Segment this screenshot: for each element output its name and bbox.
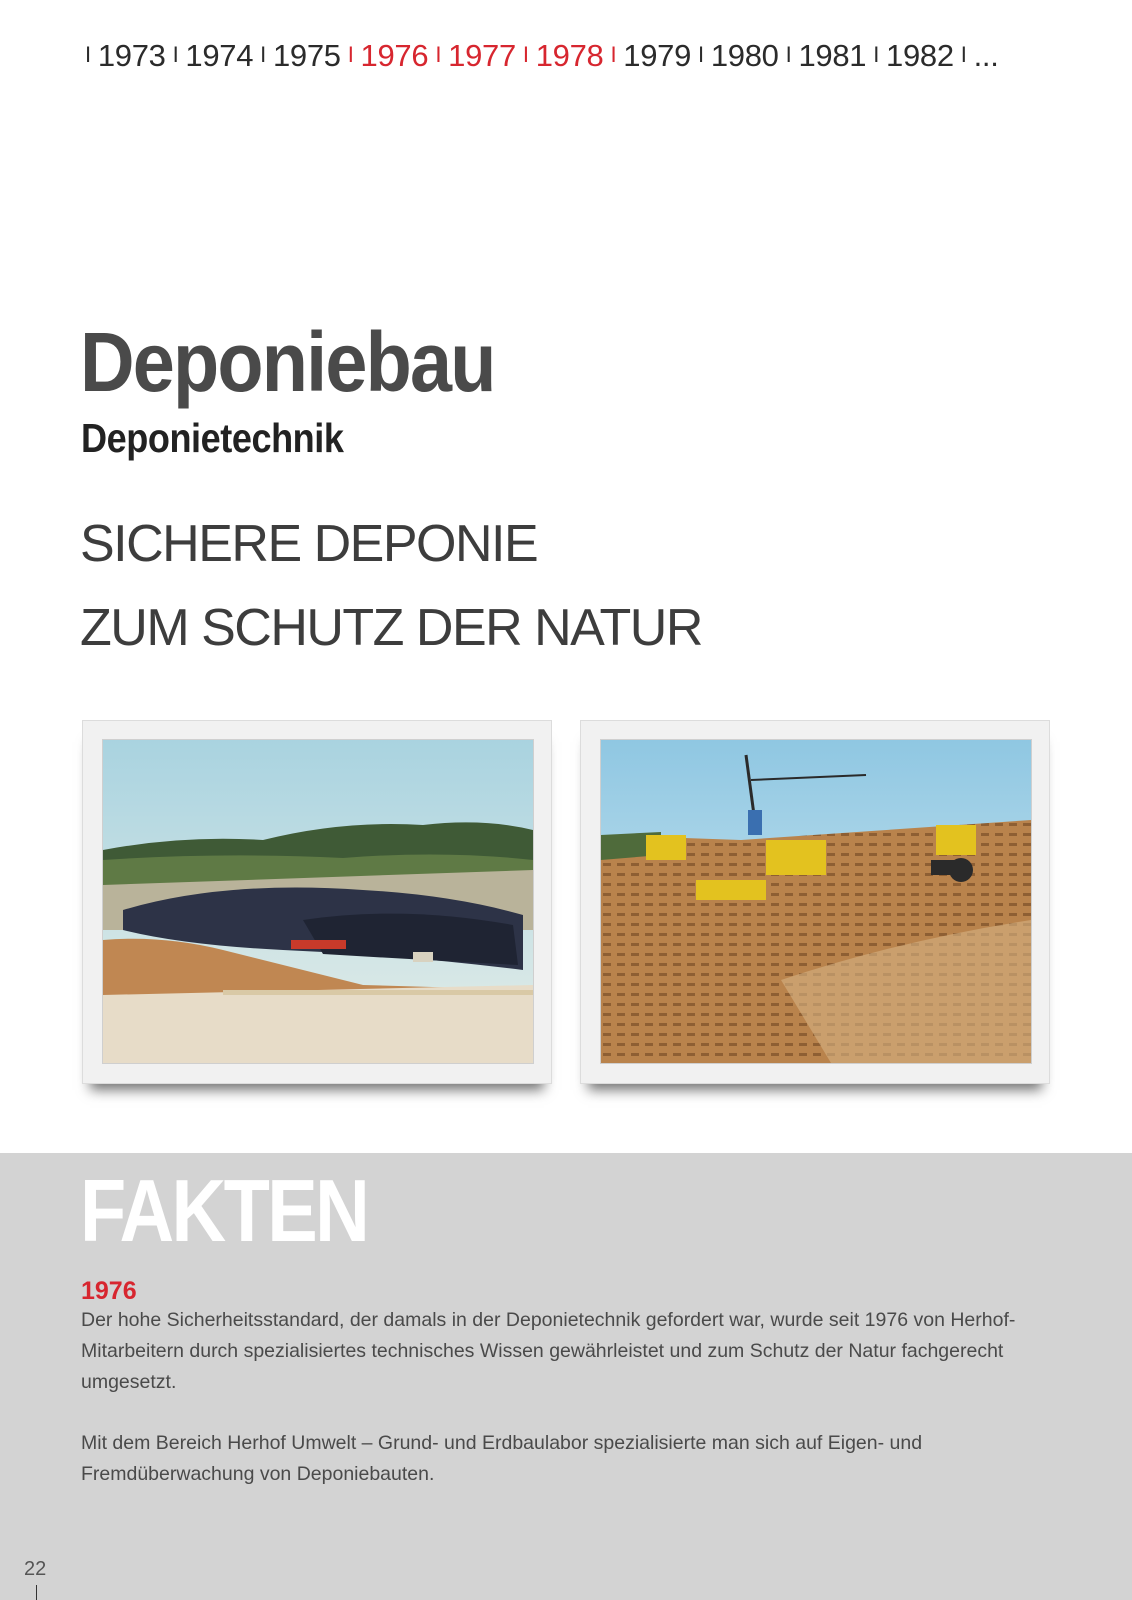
tagline-line-2: ZUM SCHUTZ DER NATUR <box>80 599 702 657</box>
timeline-separator: I <box>260 42 266 67</box>
timeline-separator: I <box>347 42 354 67</box>
timeline-year: 1982 <box>886 38 954 73</box>
page-title: Deponiebau <box>80 315 495 409</box>
construction-machines-photo <box>600 739 1032 1064</box>
timeline-year: 1979 <box>623 38 692 73</box>
timeline-year: 1978 <box>535 38 604 73</box>
timeline-year: ... <box>973 38 999 73</box>
page-tick-mark <box>36 1585 37 1600</box>
timeline-year: 1974 <box>185 38 254 73</box>
photo-frame-construction-machines <box>580 720 1050 1084</box>
timeline-separator: I <box>172 42 179 67</box>
timeline-year: 1973 <box>97 38 166 73</box>
landfill-overview-photo <box>102 739 534 1064</box>
page-subtitle: Deponietechnik <box>81 415 344 461</box>
tagline-line-1: SICHERE DEPONIE <box>80 515 538 573</box>
timeline-year: 1976 <box>360 38 429 73</box>
facts-heading: FAKTEN <box>80 1161 368 1260</box>
timeline-year: 1981 <box>798 38 867 73</box>
facts-year: 1976 <box>81 1277 137 1305</box>
timeline-separator: I <box>522 42 529 67</box>
page-number: 22 <box>24 1558 47 1580</box>
photo-frame-landfill-overview <box>82 720 552 1084</box>
timeline-separator: I <box>873 42 880 67</box>
facts-paragraph-2: Mit dem Bereich Herhof Umwelt – Grund- und Erdbaulabor spezialisierte man sich auf Eigen- und Fremdüberwachung von Deponiebauten. <box>81 1432 923 1485</box>
timeline-year: 1980 <box>710 38 779 73</box>
timeline-year: 1975 <box>272 38 341 73</box>
timeline-separator: I <box>435 42 442 67</box>
timeline-separator: I <box>960 42 967 67</box>
timeline-separator: I <box>785 42 792 67</box>
facts-section <box>0 1153 1132 1600</box>
timeline-separator: I <box>698 42 704 67</box>
timeline-separator: I <box>85 42 91 67</box>
year-timeline <box>78 38 999 74</box>
timeline-year: 1977 <box>448 38 516 73</box>
facts-paragraph-1: Der hohe Sicherheitsstandard, der damals in der Deponietechnik gefordert war, wurde seit 1976 von Herhof-Mitarbeitern durch spezialisiertes technisches Wissen gewährleistet und zum Schutz der Natur fachgerecht umgesetzt. <box>81 1309 1016 1393</box>
timeline-separator: I <box>610 42 617 67</box>
